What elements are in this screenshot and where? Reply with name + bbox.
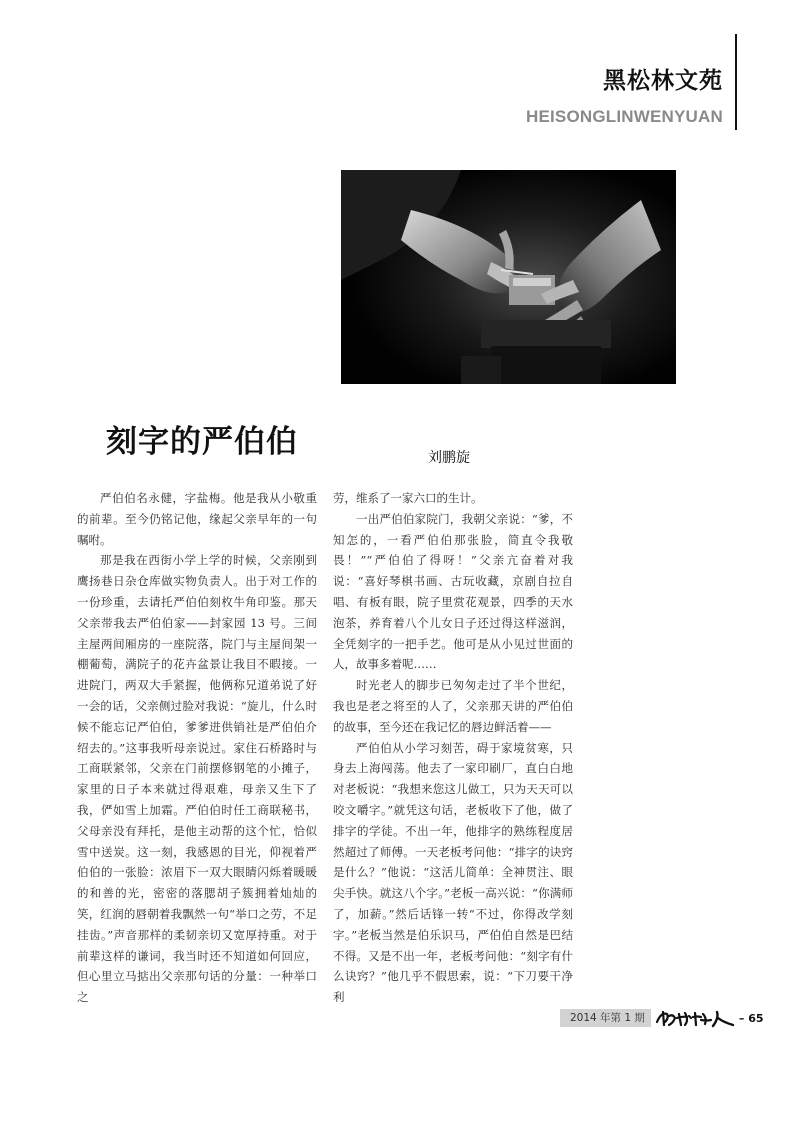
hands-carving-seal-photo [341,170,676,384]
magazine-logo-calligraphy [655,1008,737,1028]
article-paragraph: 劳，维系了一家六口的生计。 [333,491,483,505]
article-paragraph: 时光老人的脚步已匆匆走过了半个世纪，我也是老之将至的人了，父亲那天讲的严伯伯的故事，至今还在我记忆的唇边鲜活着—— [333,678,573,734]
article-paragraph: 严伯伯名永健，字盐梅。他是我从小敬重的前辈。至今仍铭记他，缘起父亲早年的一句嘱咐。 [77,491,317,547]
article-column-right [333,488,573,1008]
article-paragraph: 那是我在西街小学上学的时候，父亲刚到鹰扬巷日杂仓库做实物负责人。出于对工作的一份珍重，去请托严伯伯刻枚牛角印鉴。那天父亲带我去严伯伯家——封家园 13 号。三间主屋两间厢房的一座院落，院门与主屋间架一棚葡萄，满院子的花卉盆景让我目不暇接。一进院门，两双大手紧握，他俩称兄道弟说了好一会的话，父亲侧过脸对我说：“旋儿，什么时候不能忘记严伯伯，爹爹进供销社是严伯伯介绍去的。”这事我听母亲说过。家住石桥路时与工商联紧邻，父亲在门前摆修钢笔的小摊子，家里的日子本来就过得艰难，母亲又生下了我，俨如雪上加霜。严伯伯时任工商联秘书，父母亲没有拜托，是他主动帮的这个忙，恰似雪中送炭。这一刻，我感恩的目光，仰视着严伯伯的一张脸：浓眉下一双大眼睛闪烁着暖暖的和善的光，密密的落腮胡子簇拥着灿灿的笑，红润的唇朝着我飘然一句“举口之劳，不足挂齿。”声音那样的柔韧亲切又宽厚持重。对于前辈这样的谦词，我当时还不知道如何回应，但心里立马掂出父亲那句话的分量：一种举口之 [77,553,317,1005]
page-number: – 65 [738,1011,764,1025]
section-header [526,62,723,127]
article-paragraph: 严伯伯从小学习刻苦，碍于家境贫寒，只身去上海闯荡。他去了一家印刷厂，直白白地对老板说：“我想来您这儿做工，只为天天可以咬文嚼字。”就凭这句话，老板收下了他，做了排字的学徒。不出一年，他排字的熟练程度居然超过了师傅。一天老板考问他：“排字的诀窍是什么？”他说：“这活儿简单：全神贯注、眼尖手快。就这八个字。”老板一高兴说：“你满师了，加薪。”然后话锋一转“不过，你得改学刻字。”老板当然是伯乐识马，严伯伯自然是巴结不得。又是不出一年，老板考问他：“刻字有什么诀窍？”他几乎不假思索，说：“下刀要干净利 [333,740,573,1005]
article-author: 刘鹏旋 [428,450,470,466]
article-paragraph: 一出严伯伯家院门，我朝父亲说：“爹，不知怎的，一看严伯伯那张脸，简直令我敬畏！”“严伯伯了得呀！”父亲亢奋着对我说：“喜好琴棋书画、古玩收藏，京剧自拉自唱、有板有眼，院子里赏花观景，四季的天水泡茶，养育着八个儿女日子还过得这样滋润，全凭刻字的一把手艺。他可是从小见过世面的人，故事多着呢…… [333,511,573,672]
section-title-pinyin: HEISONGLINWENYUAN [525,107,723,126]
article-column-left [77,488,317,1008]
header-vertical-rule [735,34,737,130]
page-footer [560,1008,764,1028]
article-title: 刻字的严伯伯 [106,424,298,460]
section-title: 黑松林文苑 [603,68,723,94]
issue-label: 2014 年第 1 期 [560,1009,651,1027]
